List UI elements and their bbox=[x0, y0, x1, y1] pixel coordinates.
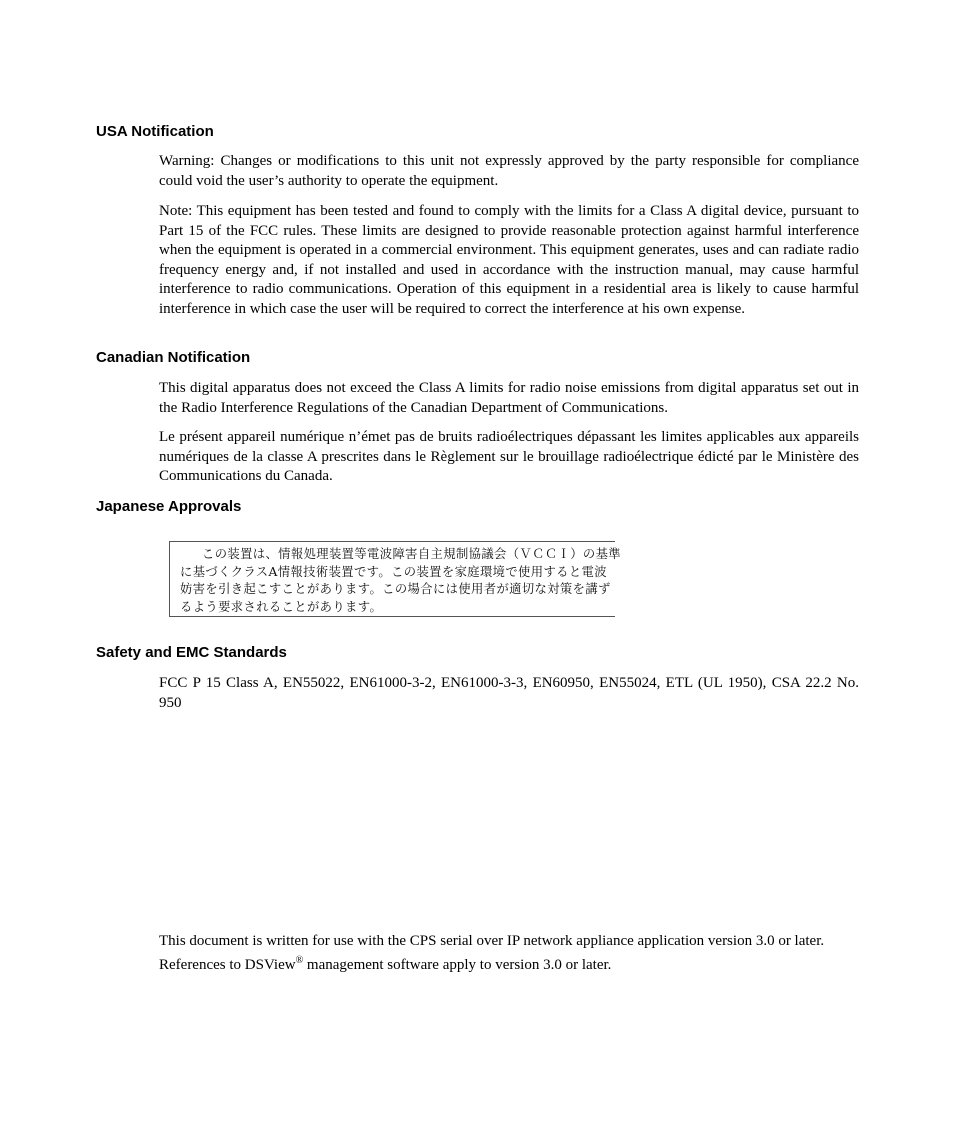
vcci-notice-box bbox=[169, 541, 621, 617]
registered-mark: ® bbox=[295, 955, 304, 966]
canadian-english-paragraph: This digital apparatus does not exceed the Class A limits for radio noise emissions from digital apparatus set out in the Radio Interference Regulations of the Canadian Department of Communications. bbox=[159, 380, 859, 416]
dsview-reference-line bbox=[159, 956, 859, 976]
vcci-line-3: 妨害を引き起こすことがあります。この場合には使用者が適切な対策を講ず bbox=[180, 582, 611, 596]
safety-standards-paragraph: FCC P 15 Class A, EN55022, EN61000-3-2, EN61000-3-3, EN60950, EN55024, ETL (UL 1950), CSA 22.2 No. 950 bbox=[159, 675, 859, 711]
canadian-french-paragraph: Le présent appareil numérique n’émet pas de bruits radioélectriques dépassant les limites applicables aux appareils numériques de la classe A prescrites dans le Règlement sur le brouillage radioélectrique édicté par le Ministère des Communications du Canada. bbox=[159, 429, 859, 484]
dsview-suffix: management software apply to version 3.0 or later. bbox=[303, 957, 612, 973]
dsview-prefix: References to DSView bbox=[159, 957, 296, 973]
vcci-line-2: に基づくクラスA情報技術装置です。この装置を家庭環境で使用すると電波 bbox=[180, 564, 607, 579]
document-scope-line: This document is written for use with the CPS serial over IP network appliance application version 3.0 or later. bbox=[159, 933, 825, 949]
vcci-line-1: この装置は、情報処理装置等電波障害自主規制協議会（ＶＣＣＩ）の基準 bbox=[202, 547, 621, 561]
vcci-line-4: るよう要求されることがあります。 bbox=[180, 599, 383, 614]
usa-notification-heading: USA Notification bbox=[96, 123, 214, 140]
usa-note-paragraph: Note: This equipment has been tested and found to comply with the limits for a Class A digital device, pursuant to Part 15 of the FCC rules. These limits are designed to provide reasonable protection against harmful interference when the equipment is operated in a commercial environment. This equipment generates, uses and can radiate radio frequency energy and, if not installed and used in accordance with the instruction manual, may cause harmful interference to radio communications. Operation of this equipment in a residential area is likely to cause harmful interference in which case the user will be required to correct the interference at his own expense. bbox=[159, 203, 859, 317]
canadian-notification-heading: Canadian Notification bbox=[96, 349, 251, 366]
safety-emc-heading: Safety and EMC Standards bbox=[96, 644, 287, 661]
japanese-approvals-heading: Japanese Approvals bbox=[96, 498, 242, 515]
usa-warning-paragraph: Warning: Changes or modifications to this unit not expressly approved by the party responsible for compliance could void the user’s authority to operate the equipment. bbox=[159, 153, 859, 189]
